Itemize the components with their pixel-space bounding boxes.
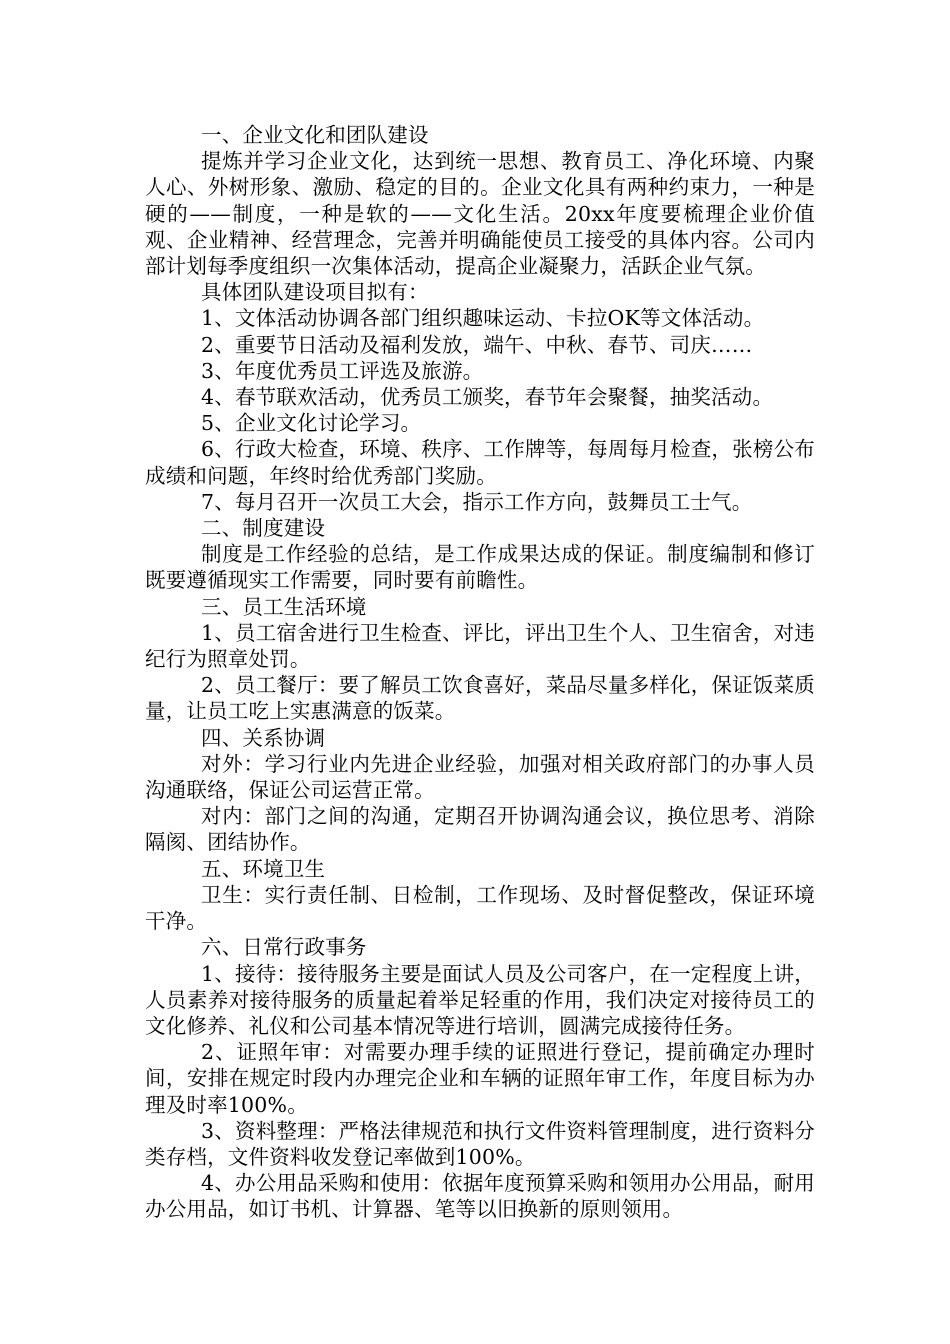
list-item: 4、办公用品采购和使用：依据年度预算采购和领用办公用品，耐用办公用品，如订书机、计算器、笔等以旧换新的原则领用。 <box>145 1171 815 1222</box>
section-heading: 三、员工生活环境 <box>201 594 367 619</box>
list-item: 2、重要节日活动及福利发放，端午、中秋、春节、司庆…… <box>201 332 753 357</box>
list-item: 1、接待：接待服务主要是面试人员及公司客户，在一定程度上讲，人员素养对接待服务的质量起着举足轻重的作用，我们决定对接待员工的文化修养、礼仪和公司基本情况等进行培训，圆满完成接待任务。 <box>145 961 815 1038</box>
section-heading: 六、日常行政事务 <box>201 935 367 960</box>
list-item: 2、证照年审：对需要办理手续的证照进行登记，提前确定办理时间，安排在规定时段内办理完企业和车辆的证照年审工作，年度目标为办理及时率100%。 <box>145 1040 815 1117</box>
list-item: 3、资料整理：严格法律规范和执行文件资料管理制度，进行资料分类存档，文件资料收发登记率做到100%。 <box>145 1118 815 1169</box>
list-item: 4、春节联欢活动，优秀员工颁奖，春节年会聚餐，抽奖活动。 <box>201 385 774 410</box>
paragraph: 具体团队建设项目拟有： <box>201 280 429 305</box>
section-heading: 一、企业文化和团队建设 <box>201 123 429 147</box>
paragraph: 对外：学习行业内先进企业经验，加强对相关政府部门的办事人员沟通联络，保证公司运营正常。 <box>145 751 815 803</box>
list-item: 1、员工宿舍进行卫生检查、评比，评出卫生个人、卫生宿舍，对违纪行为照章处罚。 <box>145 620 815 672</box>
paragraph: 对内：部门之间的沟通，定期召开协调沟通会议，换位思考、消除隔阂、团结协作。 <box>145 804 815 855</box>
list-item: 2、员工餐厅：要了解员工饮食喜好，菜品尽量多样化，保证饭菜质量，让员工吃上实惠满意的饭菜。 <box>145 673 815 724</box>
list-item: 3、年度优秀员工评选及旅游。 <box>201 358 484 383</box>
paragraph: 制度是工作经验的总结，是工作成果达成的保证。制度编制和修订既要遵循现实工作需要，同时要有前瞻性。 <box>145 542 815 593</box>
list-item: 6、行政大检查，环境、秩序、工作牌等，每周每月检查，张榜公布成绩和问题，年终时给优秀部门奖励。 <box>145 437 815 488</box>
document-body <box>145 122 815 1223</box>
paragraph: 提炼并学习企业文化，达到统一思想、教育员工、净化环境、内聚人心、外树形象、激励、稳定的目的。企业文化具有两种约束力，一种是硬的——制度，一种是软的——文化生活。20xx年度要梳理企业价值观、企业精神、经营理念，完善并明确能使员工接受的具体内容。公司内部计划每季度组织一次集体活动，提高企业凝聚力，活跃企业气氛。 <box>145 149 815 279</box>
section-heading: 二、制度建设 <box>201 516 326 541</box>
section-heading: 五、环境卫生 <box>201 856 326 881</box>
list-item: 1、文体活动协调各部门组织趣味运动、卡拉OK等文体活动。 <box>201 306 765 331</box>
list-item: 5、企业文化讨论学习。 <box>201 411 422 436</box>
section-heading: 四、关系协调 <box>201 725 326 750</box>
paragraph: 卫生：实行责任制、日检制，工作现场、及时督促整改，保证环境干净。 <box>145 882 815 934</box>
list-item: 7、每月召开一次员工大会，指示工作方向，鼓舞员工士气。 <box>201 489 753 514</box>
